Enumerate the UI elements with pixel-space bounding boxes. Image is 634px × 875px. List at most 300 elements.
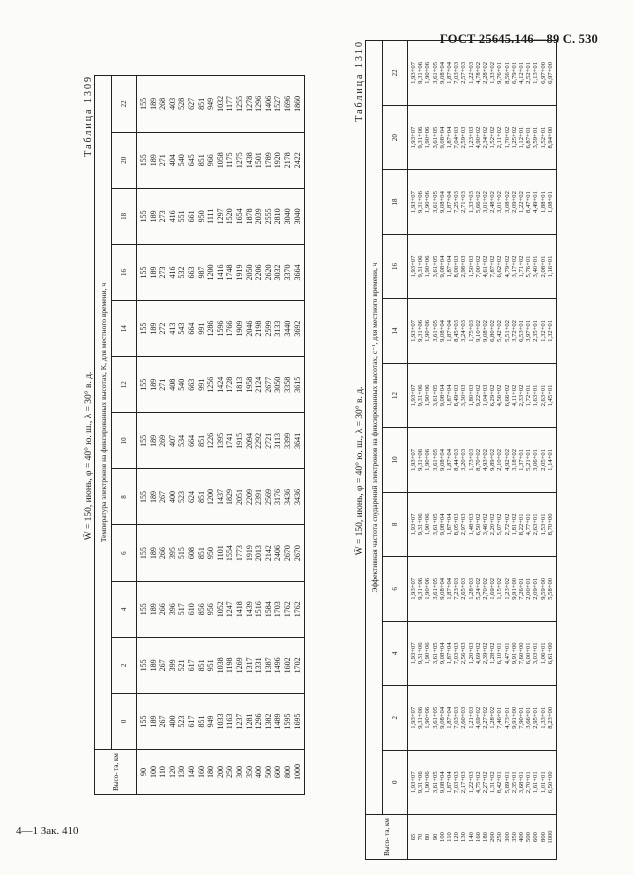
cell-value: 540 xyxy=(177,154,187,167)
cell-value: 2,59+03 xyxy=(460,126,468,149)
cell-value: 1596 xyxy=(215,320,225,337)
data-column xyxy=(408,750,557,814)
cell-value: 272 xyxy=(158,322,168,335)
cell-value: 851 xyxy=(196,715,206,728)
cell-value: 396 xyxy=(167,603,177,616)
cell-value: 3,59+01 xyxy=(532,126,540,149)
cell-value: 1,88+01 xyxy=(539,191,547,213)
cell-value: 6,50+00 xyxy=(546,771,554,794)
data-column xyxy=(408,557,557,621)
cell-value: 2422 xyxy=(292,152,302,169)
cell-value: 2810 xyxy=(273,208,283,225)
cell-value: 4,12+01 xyxy=(518,62,526,84)
cell-value: 1,50+03 xyxy=(467,255,475,278)
cell-value: 1766 xyxy=(225,320,235,337)
cell-value: 2,00+01 xyxy=(525,577,533,600)
cell-value: 3399 xyxy=(282,432,292,449)
cell-value: 1,23+03 xyxy=(467,126,475,149)
cell-value: 1,90+06 xyxy=(424,577,432,600)
page-header: ГОСТ 25645.146—89 С. 530 xyxy=(439,32,598,46)
cell-value: 1198 xyxy=(225,657,235,674)
cell-value: 2,05+01 xyxy=(539,449,547,471)
cell-value: 6,00+01 xyxy=(525,642,533,665)
cell-value: 2039 xyxy=(254,208,264,225)
cell-value: 2,27+02 xyxy=(482,771,490,794)
cell-value: 1,87+04 xyxy=(446,706,454,729)
cell-value: 1387 xyxy=(263,657,273,674)
cell-value: 9,91+00 xyxy=(510,706,518,729)
cell-value: 2,63+01 xyxy=(539,384,547,407)
height-value: 65 xyxy=(410,833,417,841)
cell-value: 1,75+03 xyxy=(467,320,475,342)
cell-value: 664 xyxy=(186,434,196,447)
cell-value: 9,31+06 xyxy=(417,126,425,149)
cell-value: 9,31+06 xyxy=(417,320,425,342)
cell-value: 1,14+01 xyxy=(546,449,554,471)
data-column xyxy=(408,41,557,106)
cell-value: 3,61+05 xyxy=(431,577,439,600)
cell-value: 1256 xyxy=(206,376,216,393)
data-column xyxy=(137,469,305,525)
cell-value: 5,07+02 xyxy=(496,513,504,536)
cell-value: 2,70+02 xyxy=(482,577,490,600)
cell-value: 2,95+01 xyxy=(532,706,540,729)
cell-value: 3,01+02 xyxy=(496,191,504,213)
cell-value: 9,91+00 xyxy=(510,577,518,600)
cell-value: 1418 xyxy=(234,601,244,618)
cell-value: 2,09+01 xyxy=(532,577,540,600)
cell-value: 851 xyxy=(196,434,206,447)
data-column xyxy=(408,234,557,298)
cell-value: 1,22+03 xyxy=(467,771,475,794)
cell-value: 416 xyxy=(167,210,177,223)
cell-value: 1728 xyxy=(225,376,235,393)
cell-value: 3,61+05 xyxy=(431,320,439,342)
height-value: 800 xyxy=(282,766,292,778)
cell-value: 5,51+02 xyxy=(503,320,511,342)
table-1310-block xyxy=(345,40,610,860)
cell-value: 856 xyxy=(196,603,206,616)
cell-value: 1278 xyxy=(244,95,254,112)
cell-value: 1,93+07 xyxy=(410,706,417,729)
cell-value: 851 xyxy=(196,490,206,503)
cell-value: 1,13+01 xyxy=(532,62,540,84)
cell-value: 4,56+02 xyxy=(496,384,504,407)
cell-value: 3050 xyxy=(273,376,283,393)
height-column xyxy=(408,815,557,860)
height-value: 1000 xyxy=(292,764,302,780)
data-column xyxy=(137,301,305,357)
cell-value: 3,68+01 xyxy=(518,771,526,794)
hour-header: 22 xyxy=(383,41,408,106)
cell-value: 6,62+02 xyxy=(496,255,504,278)
cell-value: 1703 xyxy=(273,601,283,618)
cell-value: 7,46+01 xyxy=(496,706,504,729)
cell-value: 9,31+06 xyxy=(417,771,425,794)
cell-value: 3,01+02 xyxy=(482,191,490,213)
cell-value: 189 xyxy=(148,97,158,110)
cell-value: 6,97+00 xyxy=(539,62,547,84)
height-value: 600 xyxy=(273,766,283,778)
cell-value: 403 xyxy=(167,97,177,110)
height-value: 140 xyxy=(467,832,475,842)
cell-value: 1602 xyxy=(282,657,292,674)
cell-value: 2670 xyxy=(292,545,302,562)
cell-value: 987 xyxy=(196,266,206,279)
cell-value: 1,15+02 xyxy=(496,577,504,600)
cell-value: 950 xyxy=(206,547,216,560)
cell-value: 4,92+02 xyxy=(503,449,511,471)
cell-value: 3358 xyxy=(282,376,292,393)
cell-value: 1438 xyxy=(244,152,254,169)
cell-value: 1762 xyxy=(282,601,292,618)
height-value: 110 xyxy=(158,766,168,778)
height-value: 500 xyxy=(525,832,533,842)
cell-value: 2,63+01 xyxy=(532,513,540,536)
cell-value: 3,61+05 xyxy=(431,706,439,729)
height-value: 1000 xyxy=(546,830,554,844)
cell-value: 624 xyxy=(186,490,196,503)
hour-header: 14 xyxy=(383,299,408,363)
cell-value: 3,61+05 xyxy=(431,126,439,149)
cell-value: 4,90+02 xyxy=(474,126,482,149)
hour-header: 12 xyxy=(383,363,408,427)
height-value: 300 xyxy=(503,832,511,842)
cell-value: 3,97+01 xyxy=(525,320,533,342)
cell-value: 4,93+02 xyxy=(482,449,490,471)
cell-value: 1,37+01 xyxy=(518,449,526,471)
height-value: 500 xyxy=(263,766,273,778)
cell-value: 1,73+03 xyxy=(467,449,475,471)
cell-value: 1,22+02 xyxy=(518,191,526,213)
cell-value: 3,61+05 xyxy=(431,771,439,794)
hour-header: 2 xyxy=(383,686,408,750)
cell-value: 1281 xyxy=(244,713,254,730)
cell-value: 2013 xyxy=(254,545,264,562)
cell-value: 3641 xyxy=(292,432,302,449)
cell-value: 851 xyxy=(196,659,206,672)
cell-value: 1255 xyxy=(234,95,244,112)
cell-value: 2178 xyxy=(282,152,292,169)
cell-value: 951 xyxy=(206,659,216,672)
cell-value: 1331 xyxy=(254,657,264,674)
cell-value: 1,93+07 xyxy=(410,771,417,794)
cell-value: 2142 xyxy=(263,545,273,562)
cell-value: 8,45+03 xyxy=(453,320,461,342)
cell-value: 4,79+02 xyxy=(503,255,511,278)
cell-value: 1958 xyxy=(244,376,254,393)
table-1310 xyxy=(365,40,557,860)
cell-value: 155 xyxy=(139,715,148,728)
cell-value: 2050 xyxy=(244,264,254,281)
cell-value: 5,21+01 xyxy=(525,449,533,471)
cell-value: 2,27+02 xyxy=(482,706,490,729)
cell-value: 3,08+02 xyxy=(503,191,511,213)
data-column xyxy=(137,693,305,749)
cell-value: 155 xyxy=(139,97,148,110)
cell-value: 1496 xyxy=(273,657,283,674)
data-column xyxy=(137,188,305,244)
cell-value: 534 xyxy=(177,434,187,447)
cell-value: 2124 xyxy=(254,376,264,393)
cell-value: 3040 xyxy=(282,208,292,225)
cell-value: 1317 xyxy=(244,657,254,674)
cell-value: 2599 xyxy=(263,320,273,337)
cell-value: 1,87+04 xyxy=(446,384,454,407)
cell-value: 1406 xyxy=(263,95,273,112)
cell-value: 5,24+02 xyxy=(474,577,482,600)
table-1310-title: W̄ = 150, июнь, φ = 40° ю. ш., λ = 30° в. д. xyxy=(355,386,365,556)
height-column xyxy=(137,750,305,795)
cell-value: 413 xyxy=(167,322,177,335)
cell-value: 9,08+04 xyxy=(438,62,446,84)
cell-value: 2,33+02 xyxy=(518,384,526,407)
hour-header: 2 xyxy=(112,637,137,693)
cell-value: 1200 xyxy=(206,264,216,281)
cell-value: 5,42+02 xyxy=(496,320,504,342)
data-column xyxy=(408,428,557,492)
cell-value: 3,30+03 xyxy=(460,384,468,407)
cell-value: 1,87+04 xyxy=(446,577,454,600)
cell-value: 5,66+02 xyxy=(474,191,482,213)
cell-value: 1,01+01 xyxy=(539,771,547,794)
cell-value: 1,80+03 xyxy=(467,384,475,407)
cell-value: 2391 xyxy=(254,488,264,505)
cell-value: 3436 xyxy=(282,488,292,505)
cell-value: 9,08+04 xyxy=(438,320,446,342)
cell-value: 2569 xyxy=(263,488,273,505)
cell-value: 9,91+00 xyxy=(510,642,518,665)
cell-value: 8,56+01 xyxy=(503,62,511,84)
cell-value: 2,10+02 xyxy=(496,449,504,471)
cell-value: 3,40+01 xyxy=(532,255,540,278)
cell-value: 1,87+04 xyxy=(446,62,454,84)
cell-value: 9,22+02 xyxy=(474,384,482,407)
cell-value: 1,63+01 xyxy=(532,384,540,407)
cell-value: 1275 xyxy=(234,152,244,169)
data-column xyxy=(408,105,557,169)
cell-value: 664 xyxy=(186,322,196,335)
cell-value: 1501 xyxy=(254,152,264,169)
cell-value: 271 xyxy=(158,154,168,167)
cell-value: 1,21+03 xyxy=(467,706,475,729)
cell-value: 1296 xyxy=(254,713,264,730)
cell-value: 189 xyxy=(148,154,158,167)
data-column xyxy=(408,686,557,750)
cell-value: 1269 xyxy=(234,657,244,674)
height-value: 160 xyxy=(196,766,206,778)
cell-value: 189 xyxy=(148,322,158,335)
cell-value: 2,20+02 xyxy=(489,513,497,536)
cell-value: 189 xyxy=(148,266,158,279)
height-value: 180 xyxy=(206,766,216,778)
data-column xyxy=(408,170,557,234)
cell-value: 189 xyxy=(148,659,158,672)
cell-value: 2,35+01 xyxy=(510,771,518,794)
cell-value: 8,47+01 xyxy=(525,191,533,213)
cell-value: 1,06+01 xyxy=(539,642,547,665)
cell-value: 155 xyxy=(139,266,148,279)
hour-header: 4 xyxy=(383,621,408,685)
cell-value: 1,87+04 xyxy=(446,771,454,794)
cell-value: 189 xyxy=(148,715,158,728)
cell-value: 2,34+02 xyxy=(482,126,490,149)
cell-value: 4,75+02 xyxy=(474,771,482,794)
cell-value: 1919 xyxy=(234,264,244,281)
data-column xyxy=(137,525,305,581)
cell-value: 645 xyxy=(186,154,196,167)
cell-value: 1058 xyxy=(215,152,225,169)
cell-value: 1437 xyxy=(215,488,225,505)
cell-value: 7,04+03 xyxy=(453,126,461,149)
cell-value: 1,87+04 xyxy=(446,513,454,536)
cell-value: 6,66+02 xyxy=(503,384,511,407)
cell-value: 2670 xyxy=(282,545,292,562)
cell-value: 189 xyxy=(148,547,158,560)
cell-value: 8,00+03 xyxy=(453,255,461,278)
cell-value: 4,78+02 xyxy=(474,62,482,84)
cell-value: 1741 xyxy=(225,432,235,449)
cell-value: 1,93+07 xyxy=(410,577,417,600)
cell-value: 2,56+03 xyxy=(460,642,468,665)
cell-value: 610 xyxy=(186,603,196,616)
cell-value: 267 xyxy=(158,659,168,672)
cell-value: 8,70+00 xyxy=(546,513,554,536)
cell-value: 1,87+04 xyxy=(446,449,454,471)
cell-value: 1,20+03 xyxy=(467,642,475,665)
cell-value: 1,90+06 xyxy=(424,320,432,342)
cell-value: 3,46+02 xyxy=(482,513,490,536)
cell-value: 3133 xyxy=(273,320,283,337)
cell-value: 1296 xyxy=(254,95,264,112)
cell-value: 2,71+03 xyxy=(460,191,468,213)
cell-value: 7,90+01 xyxy=(518,706,526,729)
data-column xyxy=(137,357,305,413)
cell-value: 266 xyxy=(158,603,168,616)
cell-value: 1,28+02 xyxy=(489,642,497,665)
cell-value: 5,58+00 xyxy=(546,577,554,600)
cell-value: 1909 xyxy=(234,320,244,337)
height-value: 120 xyxy=(453,832,461,842)
cell-value: 617 xyxy=(186,715,196,728)
cell-value: 2,09+02 xyxy=(510,191,518,213)
cell-value: 3176 xyxy=(273,488,283,505)
cell-value: 9,08+04 xyxy=(438,706,446,729)
cell-value: 1,48+03 xyxy=(467,513,475,536)
cell-value: 2,70+01 xyxy=(525,771,533,794)
cell-value: 2,39+02 xyxy=(482,642,490,665)
cell-value: 1439 xyxy=(244,601,254,618)
cell-value: 2620 xyxy=(263,264,273,281)
cell-value: 2094 xyxy=(244,432,254,449)
table-1309 xyxy=(94,75,305,795)
cell-value: 404 xyxy=(167,154,177,167)
cell-value: 1247 xyxy=(225,601,235,618)
cell-value: 6,29+02 xyxy=(489,384,497,407)
cell-value: 2198 xyxy=(254,320,264,337)
height-value: 100 xyxy=(148,766,158,778)
cell-value: 3,17+02 xyxy=(510,255,518,278)
cell-value: 155 xyxy=(139,434,148,447)
cell-value: 8,94+00 xyxy=(546,126,554,149)
height-value: 120 xyxy=(167,766,177,778)
cell-value: 155 xyxy=(139,322,148,335)
cell-value: 1919 xyxy=(244,545,254,562)
height-value: 800 xyxy=(539,832,547,842)
hour-header: 16 xyxy=(383,234,408,298)
cell-value: 3,61+05 xyxy=(431,513,439,536)
hour-header: 6 xyxy=(112,525,137,581)
page-footer: 4—1 Зак. 410 xyxy=(16,825,79,837)
cell-value: 1416 xyxy=(215,264,225,281)
table-1310-subheader: Эффективная частота соударений электронов на фиксированных высотах, с⁻¹, для местного времени, ч xyxy=(366,41,383,815)
cell-value: 1,93+07 xyxy=(410,513,417,536)
cell-value: 9,31+06 xyxy=(417,255,425,278)
cell-value: 2,11+02 xyxy=(496,126,504,149)
data-column xyxy=(408,363,557,427)
cell-value: 2,65+03 xyxy=(460,577,468,600)
cell-value: 1,93+07 xyxy=(410,191,417,213)
cell-value: 9,08+02 xyxy=(482,320,490,342)
cell-value: 1,12+01 xyxy=(518,126,526,149)
cell-value: 9,08+04 xyxy=(438,577,446,600)
cell-value: 1,90+06 xyxy=(424,513,432,536)
cell-value: 949 xyxy=(206,715,216,728)
cell-value: 416 xyxy=(167,266,177,279)
cell-value: 1,93+07 xyxy=(410,384,417,407)
data-column xyxy=(137,637,305,693)
cell-value: 155 xyxy=(139,154,148,167)
cell-value: 1,23+02 xyxy=(503,577,511,600)
cell-value: 3,20+03 xyxy=(460,449,468,471)
cell-value: 1915 xyxy=(234,432,244,449)
cell-value: 400 xyxy=(167,715,177,728)
cell-value: 517 xyxy=(177,603,187,616)
cell-value: 9,31+06 xyxy=(417,449,425,471)
cell-value: 8,05+03 xyxy=(453,513,461,536)
cell-value: 2,97+03 xyxy=(460,513,468,536)
height-value: 80 xyxy=(424,833,432,841)
cell-value: 956 xyxy=(206,603,216,616)
cell-value: 9,31+06 xyxy=(417,513,425,536)
cell-value: 1860 xyxy=(292,95,302,112)
data-column xyxy=(137,244,305,300)
cell-value: 966 xyxy=(206,154,216,167)
height-value: 400 xyxy=(518,832,526,842)
cell-value: 9,59+00 xyxy=(539,577,547,600)
cell-value: 9,31+06 xyxy=(417,706,425,729)
cell-value: 1163 xyxy=(225,713,235,730)
cell-value: 6,50+02 xyxy=(474,513,482,536)
cell-value: 1,71+02 xyxy=(518,255,526,278)
cell-value: 8,49+03 xyxy=(453,384,461,407)
cell-value: 1,87+04 xyxy=(446,320,454,342)
cell-value: 1696 xyxy=(282,95,292,112)
hour-header: 12 xyxy=(112,357,137,413)
cell-value: 6,97+00 xyxy=(546,62,554,84)
cell-value: 950 xyxy=(196,210,206,223)
cell-value: 7,03+03 xyxy=(453,62,461,84)
cell-value: 1297 xyxy=(215,208,225,225)
cell-value: 949 xyxy=(206,97,216,110)
cell-value: 6,10+01 xyxy=(496,642,504,665)
cell-value: 3,72+02 xyxy=(510,320,518,342)
cell-value: 9,08+04 xyxy=(438,449,446,471)
cell-value: 3,61+05 xyxy=(431,449,439,471)
cell-value: 1424 xyxy=(215,376,225,393)
cell-value: 1,04+03 xyxy=(482,384,490,407)
hour-header: 0 xyxy=(383,750,408,814)
